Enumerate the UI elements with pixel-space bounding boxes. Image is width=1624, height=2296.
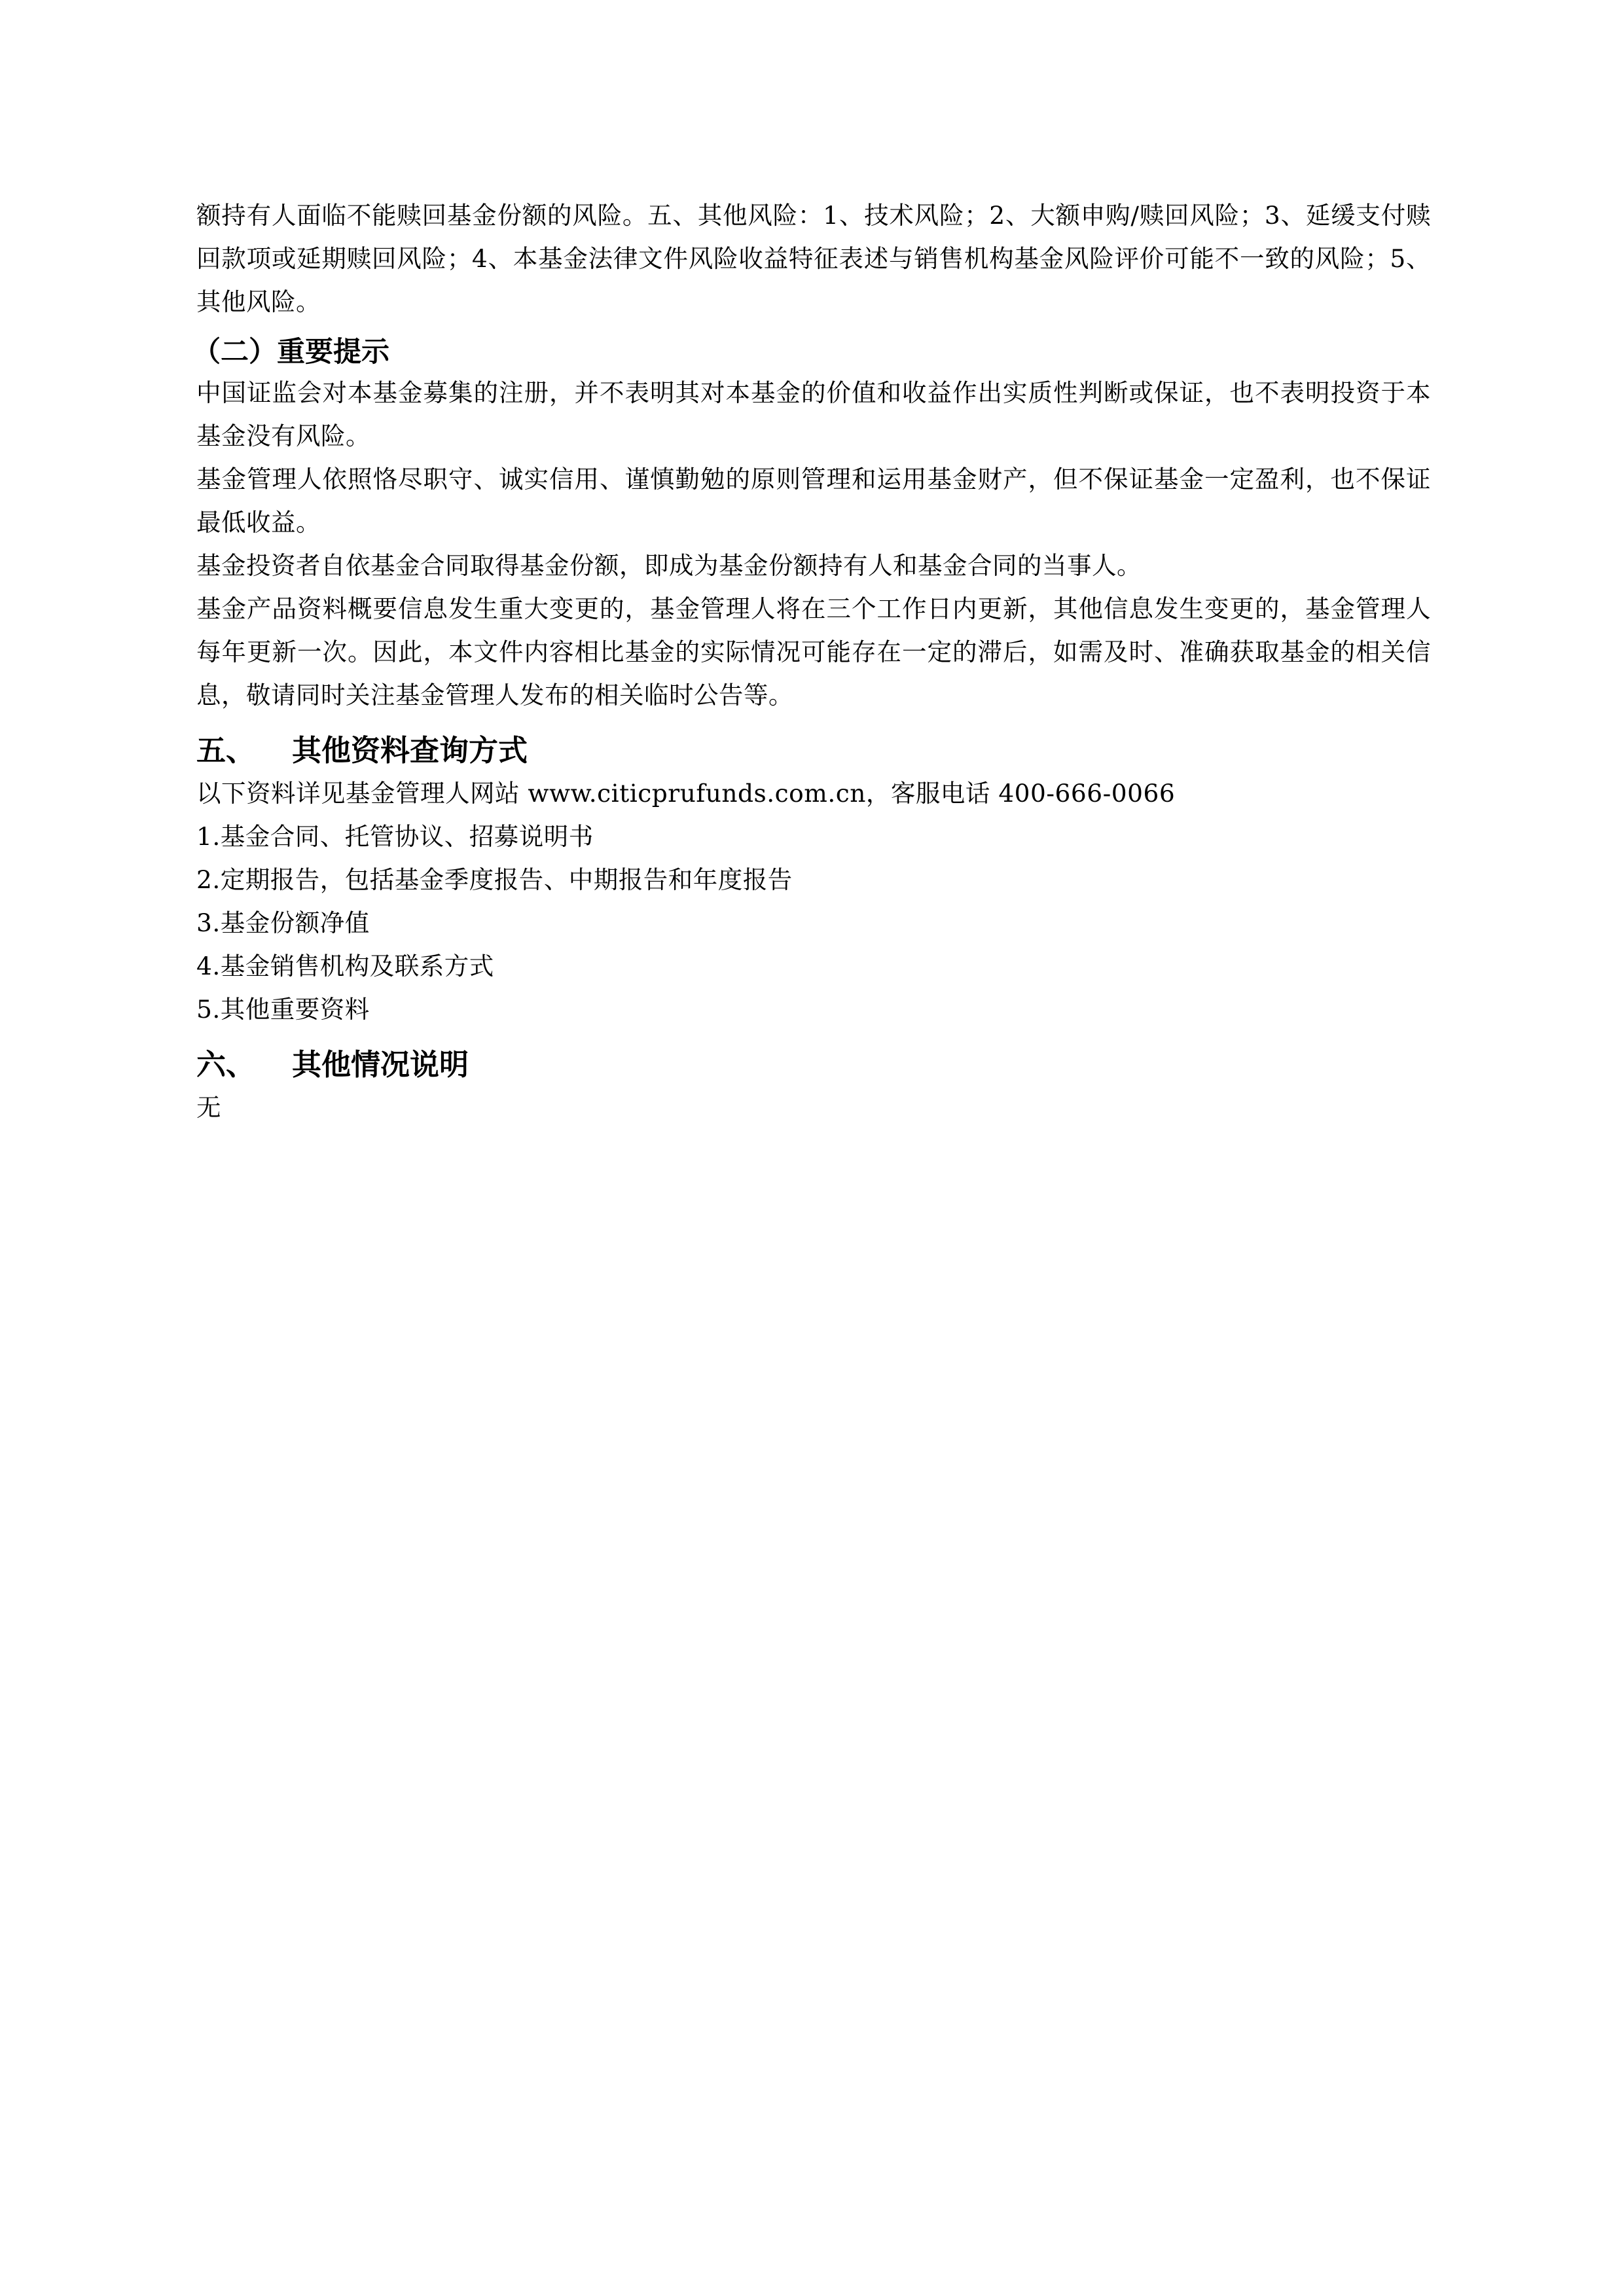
section-6-body: 无	[196, 1093, 221, 1122]
section-5-title: 其他资料查询方式	[292, 733, 528, 768]
section-6-title: 其他情况说明	[292, 1047, 469, 1082]
important-notice-paragraph: 基金管理人依照恪尽职守、诚实信用、谨慎勤勉的原则管理和运用基金财产，但不保证基金一定盈利，也不保证最低收益。	[196, 465, 1431, 537]
section-5-number: 五、	[196, 733, 256, 768]
section-6-heading	[196, 1044, 1431, 1086]
section-5-intro: 以下资料详见基金管理人网站 www.citicprufunds.com.cn，客服电话 400-666-0066	[196, 779, 1176, 808]
important-notice-paragraph: 基金投资者自依基金合同取得基金份额，即成为基金份额持有人和基金合同的当事人。	[196, 551, 1142, 580]
list-item: 3.基金份额净值	[196, 908, 370, 937]
important-notice-paragraph: 基金产品资料概要信息发生重大变更的，基金管理人将在三个工作日内更新，其他信息发生变更的，基金管理人每年更新一次。因此，本文件内容相比基金的实际情况可能存在一定的滞后，如需及时、准确获取基金的相关信息，敬请同时关注基金管理人发布的相关临时公告等。	[196, 594, 1431, 709]
important-notice-heading: （二）重要提示	[192, 336, 389, 368]
list-item: 1.基金合同、托管协议、招募说明书	[196, 822, 594, 851]
section-6-number: 六、	[196, 1047, 256, 1082]
important-notice-paragraph: 中国证监会对本基金募集的注册，并不表明其对本基金的价值和收益作出实质性判断或保证，也不表明投资于本基金没有风险。	[196, 378, 1431, 450]
list-item: 4.基金销售机构及联系方式	[196, 952, 494, 980]
section-5-heading	[196, 730, 1431, 772]
page-content	[192, 194, 1431, 1129]
list-item: 5.其他重要资料	[196, 995, 370, 1024]
risk-continuation-paragraph: 额持有人面临不能赎回基金份额的风险。五、其他风险：1、技术风险；2、大额申购/赎回风险；3、延缓支付赎回款项或延期赎回风险；4、本基金法律文件风险收益特征表述与销售机构基金风险评价可能不一致的风险；5、其他风险。	[196, 201, 1431, 316]
list-item: 2.定期报告，包括基金季度报告、中期报告和年度报告	[196, 865, 793, 894]
